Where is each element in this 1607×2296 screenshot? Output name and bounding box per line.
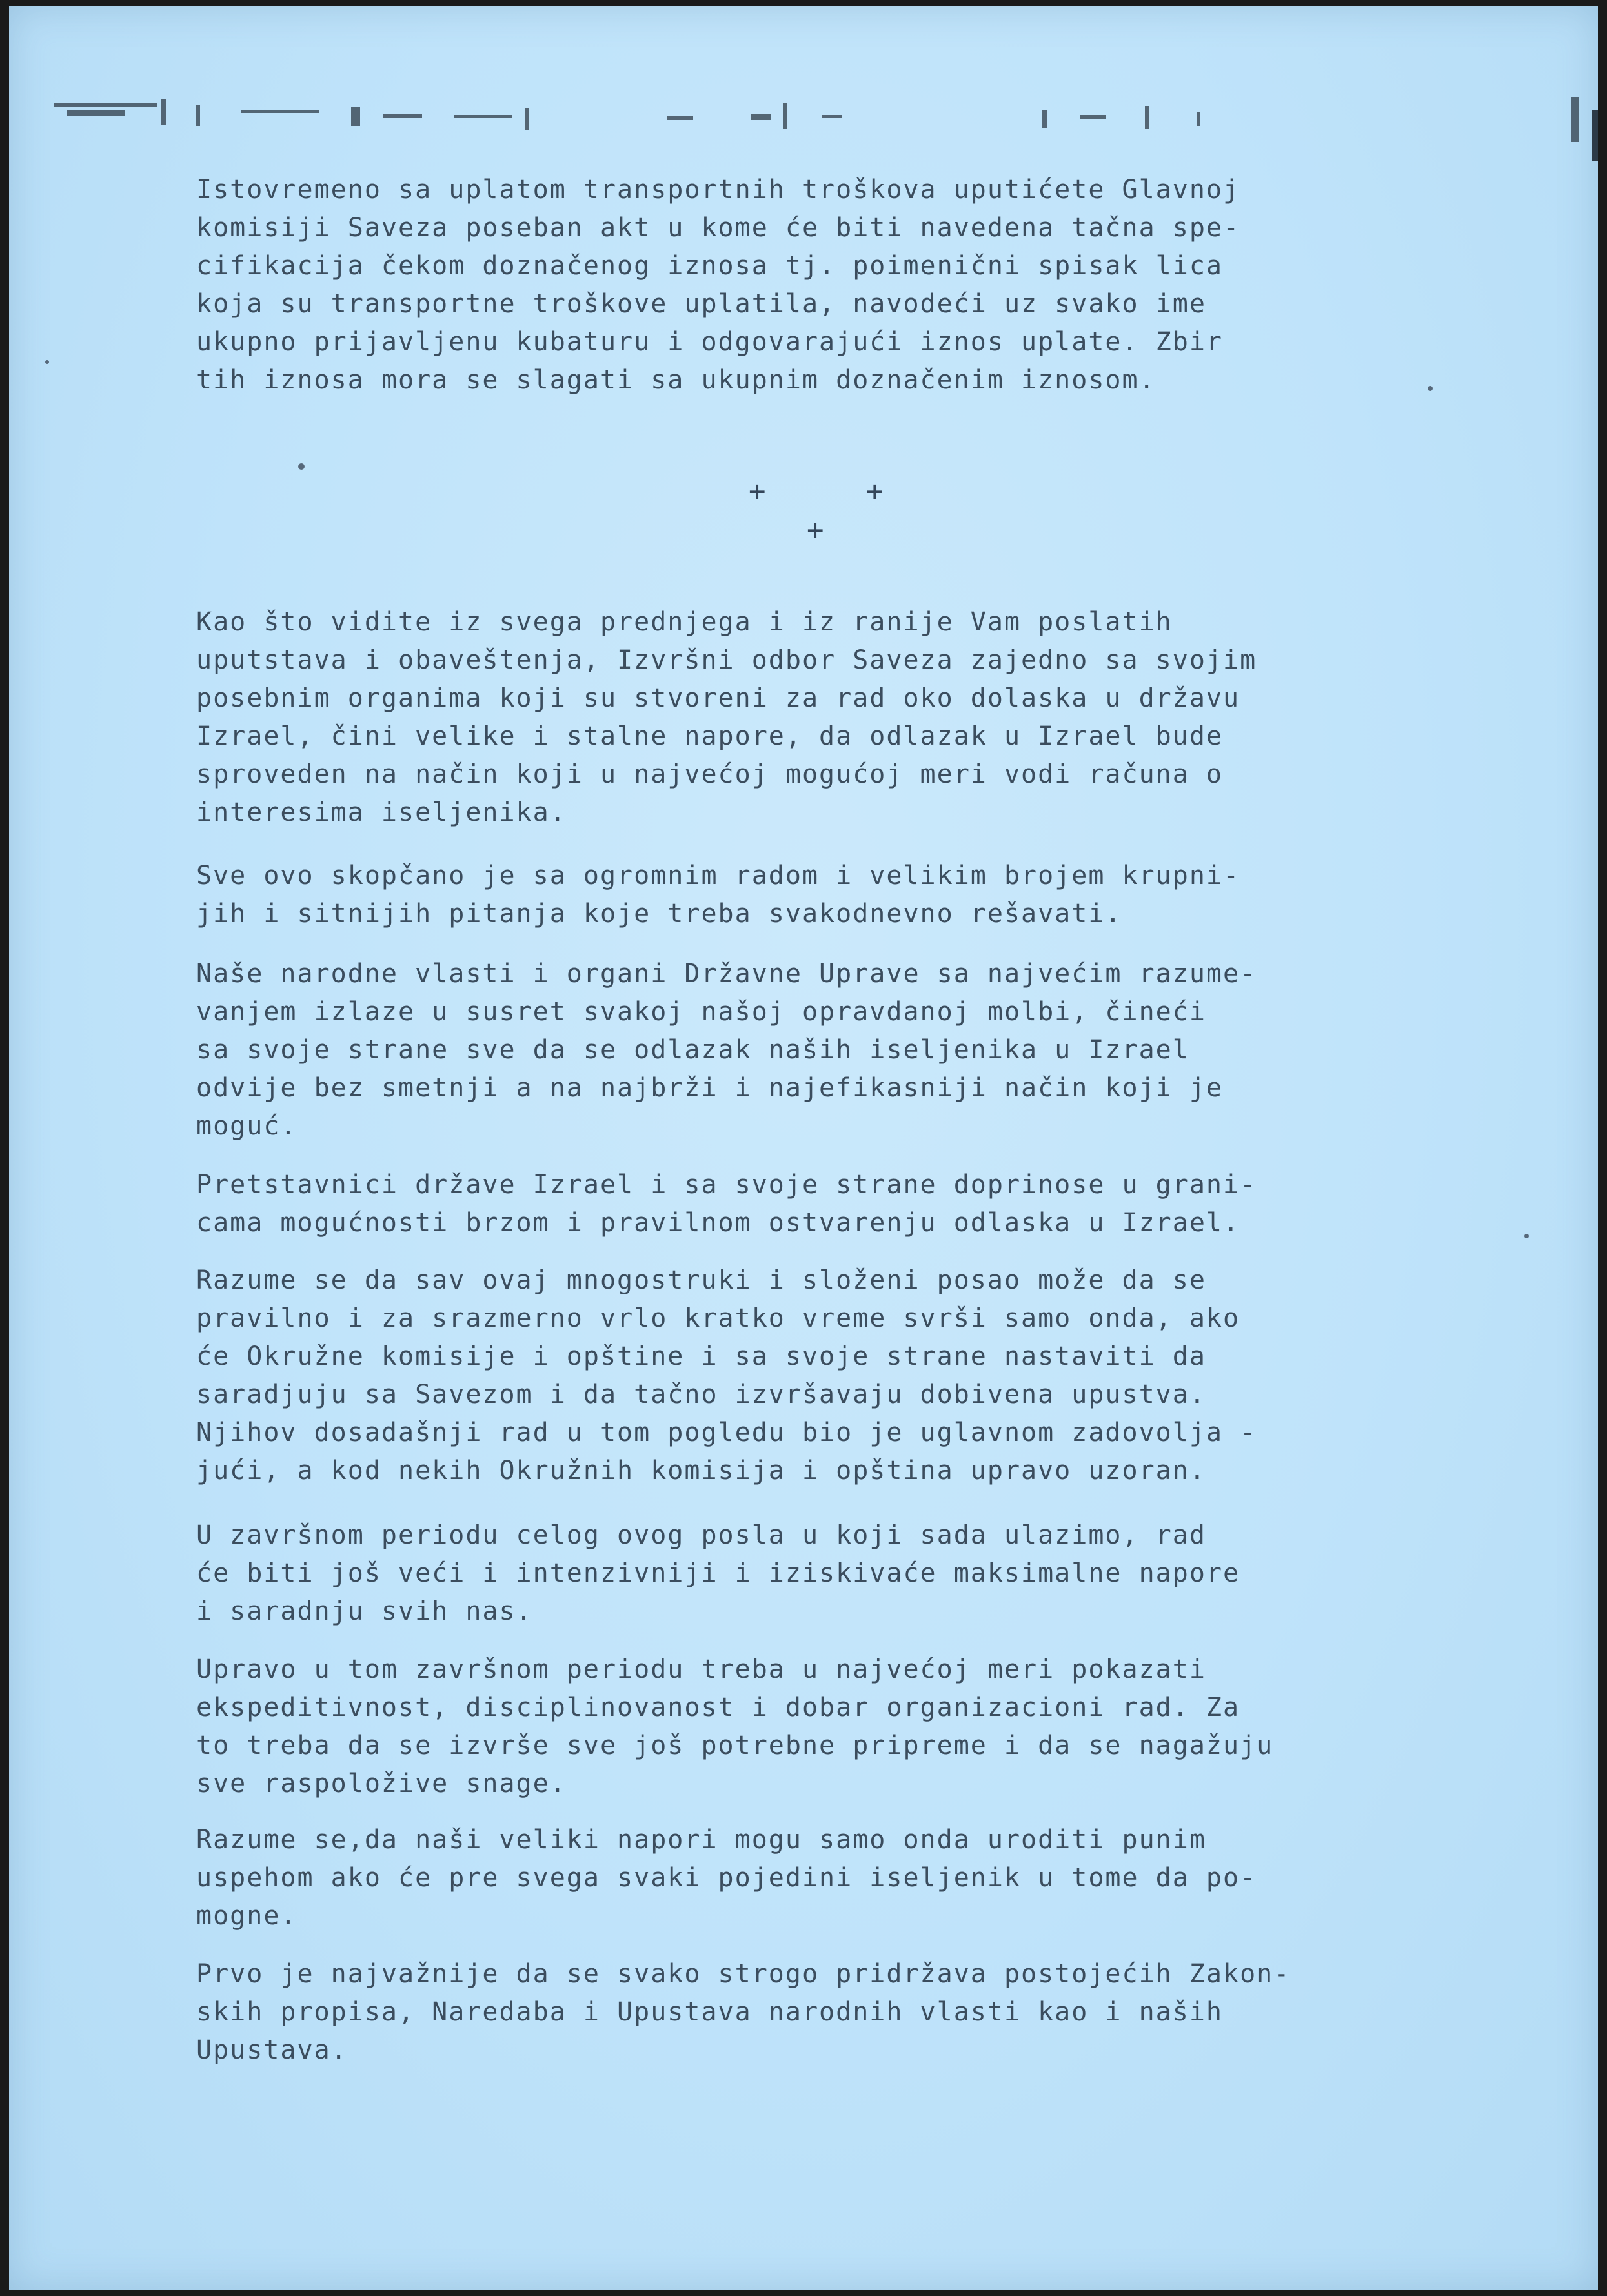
- text-line: će biti još veći i intenzivniji i iziskivaće maksimalne napore: [196, 1558, 1240, 1588]
- text-line: ukupno prijavljenu kubaturu i odgovarajući iznos uplate. Zbir: [196, 327, 1224, 357]
- text-line: posebnim organima koji su stvoreni za rad oko dolaska u državu: [196, 683, 1240, 713]
- text-line: cifikacija čekom doznačenog iznosa tj. poimenični spisak lica: [196, 251, 1224, 281]
- text-line: Pretstavnici države Izrael i sa svoje strane doprinose u grani-: [196, 1170, 1257, 1200]
- speck: [1524, 1234, 1529, 1238]
- text-line: mogne.: [196, 1901, 298, 1931]
- text-line: jih i sitnijih pitanja koje treba svakodnevno rešavati.: [196, 899, 1122, 929]
- text-line: Njihov dosadašnji rad u tom pogledu bio je uglavnom zadovolja -: [196, 1418, 1257, 1447]
- text-line: Razume se da sav ovaj mnogostruki i složeni posao može da se: [196, 1265, 1206, 1295]
- separator-plus: +: [866, 475, 884, 508]
- text-line: moguć.: [196, 1111, 298, 1141]
- text-line: Istovremeno sa uplatom transportnih troškova uputićete Glavnoj: [196, 175, 1240, 205]
- text-line: ekspeditivnost, disciplinovanost i dobar organizacioni rad. Za: [196, 1693, 1240, 1722]
- text-line: Prvo je najvažnije da se svako strogo pridržava postojećih Zakon-: [196, 1959, 1291, 1989]
- text-line: tih iznosa mora se slagati sa ukupnim doznačenim iznosom.: [196, 365, 1156, 395]
- top-edge-smudge: [48, 90, 1584, 148]
- paragraph-1: [196, 171, 1461, 399]
- text-line: Upustava.: [196, 2035, 348, 2065]
- text-line: Sve ovo skopčano je sa ogromnim radom i velikim brojem krupni-: [196, 861, 1240, 891]
- text-line: to treba da se izvrše sve još potrebne pripreme i da se nagažuju: [196, 1731, 1274, 1760]
- paragraph-9: [196, 1821, 1461, 1935]
- paragraph-6: [196, 1262, 1461, 1490]
- text-line: komisiji Saveza poseban akt u kome će biti navedena tačna spe-: [196, 213, 1240, 243]
- text-line: koja su transportne troškove uplatila, navodeći uz svako ime: [196, 289, 1206, 319]
- text-line: jući, a kod nekih Okružnih komisija i opština upravo uzoran.: [196, 1456, 1206, 1485]
- text-line: sa svoje strane sve da se odlazak naših iseljenika u Izrael: [196, 1035, 1189, 1065]
- paragraph-8: [196, 1651, 1461, 1803]
- text-line: cama mogućnosti brzom i pravilnom ostvarenju odlaska u Izrael.: [196, 1208, 1240, 1238]
- text-line: vanjem izlaze u susret svakoj našoj opravdanoj molbi, čineći: [196, 997, 1206, 1027]
- separator-plus: +: [749, 475, 766, 508]
- speck: [298, 463, 305, 470]
- separator-plus: +: [807, 514, 824, 547]
- text-line: pravilno i za srazmerno vrlo kratko vreme svrši samo onda, ako: [196, 1304, 1240, 1333]
- text-line: U završnom periodu celog ovog posla u koji sada ulazimo, rad: [196, 1520, 1206, 1550]
- text-line: saradjuju sa Savezom i da tačno izvršavaju dobivena upustva.: [196, 1380, 1206, 1409]
- text-line: sve raspoložive snage.: [196, 1769, 567, 1798]
- text-line: odvije bez smetnji a na najbrži i najefikasniji način koji je: [196, 1073, 1224, 1103]
- text-line: Naše narodne vlasti i organi Državne Uprave sa najvećim razume-: [196, 959, 1257, 989]
- paragraph-4: [196, 955, 1461, 1145]
- text-line: Upravo u tom završnom periodu treba u najvećoj meri pokazati: [196, 1655, 1206, 1684]
- text-line: sproveden na način koji u najvećoj mogućoj meri vodi računa o: [196, 760, 1224, 789]
- paragraph-10: [196, 1955, 1461, 2069]
- text-line: uspehom ako će pre svega svaki pojedini iseljenik u tome da po-: [196, 1863, 1257, 1893]
- text-line: će Okružne komisije i opštine i sa svoje strane nastaviti da: [196, 1342, 1206, 1371]
- paragraph-5: [196, 1166, 1461, 1242]
- paragraph-3: [196, 857, 1461, 933]
- speck: [45, 360, 49, 364]
- text-line: i saradnju svih nas.: [196, 1596, 533, 1626]
- text-line: Kao što vidite iz svega prednjega i iz ranije Vam poslatih: [196, 607, 1173, 637]
- paragraph-2: [196, 603, 1461, 832]
- text-line: uputstava i obaveštenja, Izvršni odbor Saveza zajedno sa svojim: [196, 645, 1257, 675]
- text-line: Razume se,da naši veliki napori mogu samo onda uroditi punim: [196, 1825, 1206, 1855]
- text-line: interesima iseljenika.: [196, 798, 567, 827]
- text-line: skih propisa, Naredaba i Upustava narodnih vlasti kao i naših: [196, 1997, 1224, 2027]
- text-line: Izrael, čini velike i stalne napore, da odlazak u Izrael bude: [196, 721, 1224, 751]
- paragraph-7: [196, 1516, 1461, 1631]
- document-page: [9, 6, 1598, 2290]
- right-edge-mark: [1592, 110, 1598, 161]
